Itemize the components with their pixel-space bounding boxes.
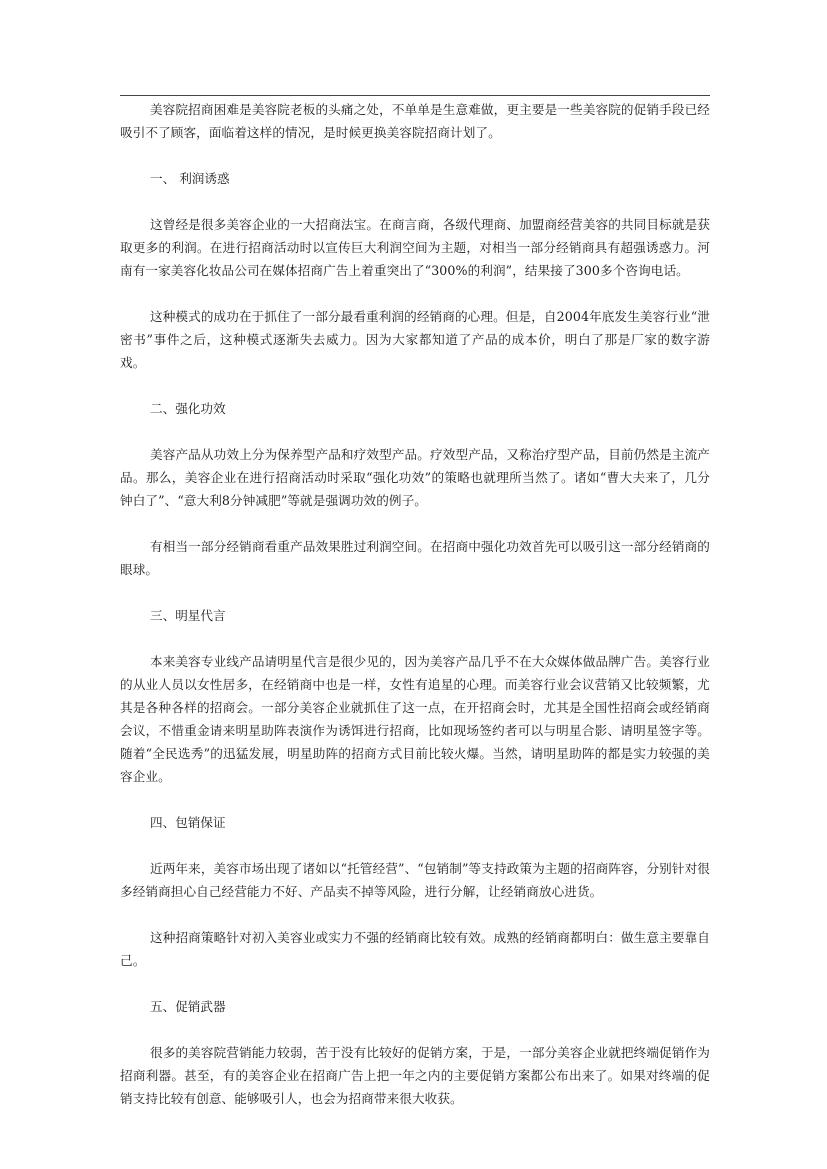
section-3-heading: 三、明星代言 — [150, 608, 226, 623]
intro-paragraph: 美容院招商困难是美容院老板的头痛之处，不单单是生意难做，更主要是一些美容院的促销手段已经吸引不了顾客，面临着这样的情况，是时候更换美容院招商计划了。 — [120, 102, 710, 140]
section-1-heading: 一、 利润诱惑 — [150, 171, 230, 186]
section-4-paragraph-2: 这种招商策略针对初入美容业或实力不强的经销商比较有效。成熟的经销商都明白：做生意主要靠自己。 — [120, 930, 710, 968]
section-4-paragraph-1: 近两年来，美容市场出现了诸如以“托管经营”、“包销制”等支持政策为主题的招商阵容，分别针对很多经销商担心自己经营能力不好、产品卖不掉等风险，进行分解，让经销商放心进货。 — [120, 861, 710, 899]
document-body — [120, 98, 710, 1133]
section-2-heading: 二、强化功效 — [150, 401, 226, 416]
section-3-paragraph-1: 本来美容专业线产品请明星代言是很少见的，因为美容产品几乎不在大众媒体做品牌广告。美容行业的从业人员以女性居多，在经销商中也是一样，女性有追星的心理。而美容行业会议营销又比较频繁，尤其是各种各样的招商会。一部分美容企业就抓住了这一点，在开招商会时，尤其是全国性招商会或经销商会议，不惜重金请来明星助阵表演作为诱饵进行招商，比如现场签约者可以与明星合影、请明星签字等。随着“全民选秀”的迅猛发展，明星助阵的招商方式目前比较火爆。当然，请明星助阵的都是实力较强的美容企业。 — [120, 654, 710, 784]
section-5-heading: 五、促销武器 — [150, 999, 226, 1014]
header-rule — [120, 95, 710, 96]
section-5-paragraph-1: 很多的美容院营销能力较弱，苦于没有比较好的促销方案，于是，一部分美容企业就把终端促销作为招商利器。甚至，有的美容企业在招商广告上把一年之内的主要促销方案都公布出来了。如果对终端的促销支持比较有创意、能够吸引人，也会为招商带来很大收获。 — [120, 1045, 710, 1106]
section-1-paragraph-2: 这种模式的成功在于抓住了一部分最看重利润的经销商的心理。但是，自2004年底发生美容行业“泄密书”事件之后，这种模式逐渐失去威力。因为大家都知道了产品的成本价，明白了那是厂家的数字游戏。 — [120, 309, 710, 370]
section-4-heading: 四、包销保证 — [150, 815, 226, 830]
section-2-paragraph-2: 有相当一部分经销商看重产品效果胜过利润空间。在招商中强化功效首先可以吸引这一部分经销商的眼球。 — [120, 539, 710, 577]
section-1-paragraph-1: 这曾经是很多美容企业的一大招商法宝。在商言商，各级代理商、加盟商经营美容的共同目标就是获取更多的利润。在进行招商活动时以宣传巨大利润空间为主题，对相当一部分经销商具有超强诱惑力。河南有一家美容化妆品公司在媒体招商广告上着重突出了“300%的利润”，结果接了300多个咨询电话。 — [120, 217, 710, 278]
section-2-paragraph-1: 美容产品从功效上分为保养型产品和疗效型产品。疗效型产品，又称治疗型产品，目前仍然是主流产品。那么，美容企业在进行招商活动时采取“强化功效”的策略也就理所当然了。诸如“曹大夫来了，几分钟白了”、“意大利8分钟减肥”等就是强调功效的例子。 — [120, 447, 710, 508]
